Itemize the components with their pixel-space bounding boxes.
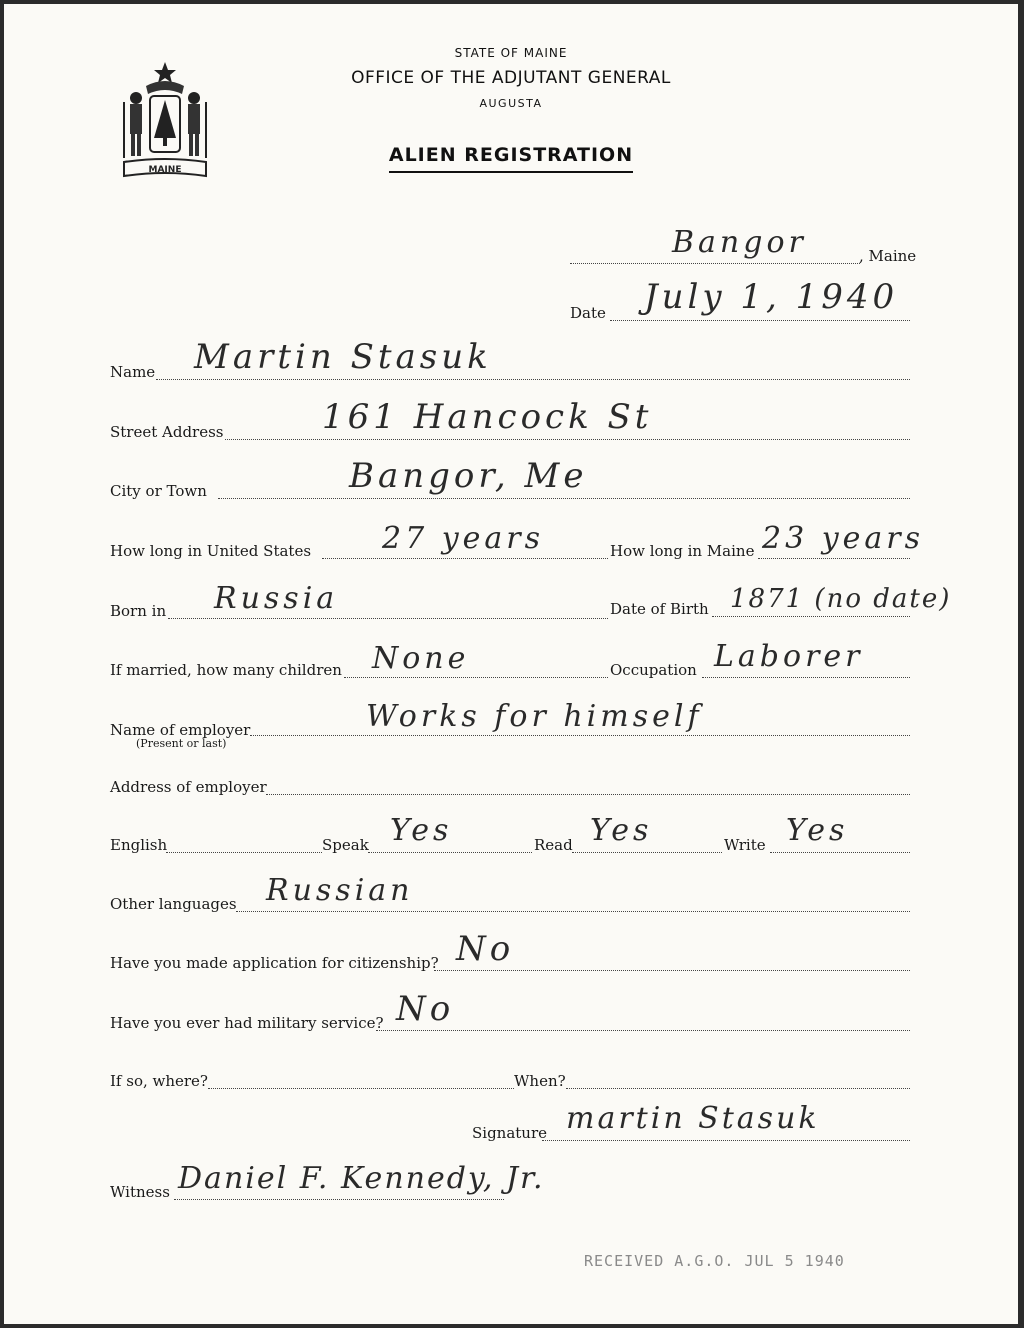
employer-label: Name of employer bbox=[110, 721, 251, 739]
citizenship-label: Have you made application for citizenship? bbox=[110, 954, 439, 972]
born-line bbox=[168, 618, 608, 619]
header-office: OFFICE OF THE ADJUTANT GENERAL bbox=[351, 68, 671, 88]
born-value: Russia bbox=[214, 581, 339, 616]
street-label: Street Address bbox=[110, 423, 224, 441]
city-label: City or Town bbox=[110, 482, 207, 500]
name-value: Martin Stasuk bbox=[194, 337, 492, 377]
maine-time-value: 23 years bbox=[762, 521, 925, 556]
where-label: If so, where? bbox=[110, 1072, 208, 1090]
date-label: Date bbox=[570, 304, 606, 322]
read-line bbox=[572, 852, 722, 853]
occupation-line bbox=[702, 677, 910, 678]
form-title: ALIEN REGISTRATION bbox=[4, 144, 1018, 166]
witness-value: Daniel F. Kennedy, Jr. bbox=[178, 1161, 545, 1196]
maine-time-line bbox=[758, 558, 910, 559]
signature-label: Signature bbox=[472, 1124, 548, 1142]
where-line bbox=[208, 1088, 514, 1089]
witness-line bbox=[174, 1199, 504, 1200]
when-line bbox=[566, 1088, 910, 1089]
svg-text:MAINE: MAINE bbox=[148, 165, 182, 175]
military-line bbox=[376, 1030, 910, 1031]
write-value: Yes bbox=[786, 813, 849, 848]
other-langs-label: Other languages bbox=[110, 895, 237, 913]
born-label: Born in bbox=[110, 602, 167, 620]
citizenship-value: No bbox=[456, 929, 515, 969]
when-label: When? bbox=[514, 1072, 566, 1090]
place-line bbox=[570, 263, 860, 264]
us-time-value: 27 years bbox=[382, 521, 545, 556]
employer-value: Works for himself bbox=[366, 699, 703, 734]
employer-line bbox=[250, 735, 910, 736]
military-label: Have you ever had military service? bbox=[110, 1014, 384, 1032]
witness-label: Witness bbox=[110, 1183, 170, 1201]
read-value: Yes bbox=[590, 813, 653, 848]
place-value: Bangor bbox=[672, 225, 807, 260]
header-state: STATE OF MAINE bbox=[454, 46, 568, 60]
children-line bbox=[344, 677, 608, 678]
maine-label: , Maine bbox=[859, 247, 917, 265]
other-langs-line bbox=[236, 911, 910, 912]
header-city: AUGUSTA bbox=[479, 97, 543, 110]
signature-line bbox=[542, 1140, 910, 1141]
military-value: No bbox=[396, 989, 455, 1029]
us-time-line bbox=[322, 558, 608, 559]
citizenship-line bbox=[434, 970, 910, 971]
date-line bbox=[610, 320, 910, 321]
speak-line bbox=[368, 852, 532, 853]
employer-address-label: Address of employer bbox=[110, 778, 267, 796]
dob-line bbox=[712, 616, 910, 617]
date-value: July 1, 1940 bbox=[644, 277, 899, 317]
employer-address-line bbox=[266, 794, 910, 795]
english-line bbox=[166, 852, 322, 853]
occupation-label: Occupation bbox=[610, 661, 697, 679]
children-label: If married, how many children bbox=[110, 661, 342, 679]
read-label: Read bbox=[534, 836, 573, 854]
children-value: None bbox=[372, 641, 470, 676]
received-stamp: RECEIVED A.G.O. JUL 5 1940 bbox=[584, 1252, 845, 1270]
dob-label: Date of Birth bbox=[610, 600, 709, 618]
speak-label: Speak bbox=[322, 836, 369, 854]
city-line bbox=[218, 498, 910, 499]
english-label: English bbox=[110, 836, 168, 854]
city-value: Bangor, Me bbox=[349, 456, 588, 496]
write-line bbox=[770, 852, 910, 853]
us-time-label: How long in United States bbox=[110, 542, 312, 560]
registration-form bbox=[4, 4, 1018, 1324]
other-langs-value: Russian bbox=[266, 873, 414, 908]
employer-note: (Present or last) bbox=[136, 737, 227, 750]
name-label: Name bbox=[110, 363, 156, 381]
street-line bbox=[225, 439, 910, 440]
write-label: Write bbox=[724, 836, 766, 854]
signature-value: martin Stasuk bbox=[566, 1101, 820, 1136]
name-line bbox=[156, 379, 910, 380]
street-value: 161 Hancock St bbox=[322, 397, 653, 437]
speak-value: Yes bbox=[390, 813, 453, 848]
occupation-value: Laborer bbox=[714, 639, 864, 674]
maine-time-label: How long in Maine bbox=[610, 542, 755, 560]
dob-value: 1871 (no date) bbox=[730, 584, 952, 614]
